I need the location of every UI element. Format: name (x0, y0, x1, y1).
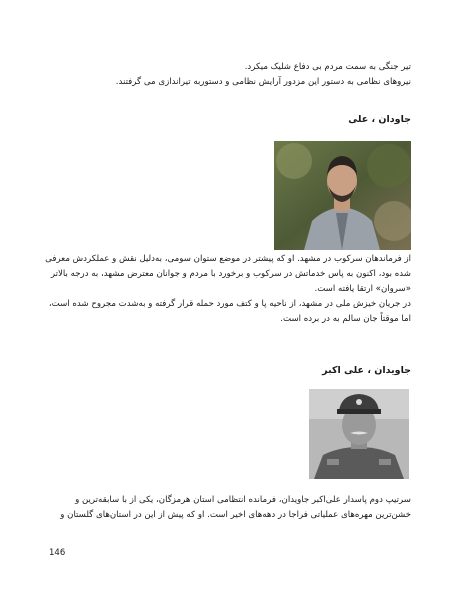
paragraph-line: سرتیپ دوم پاسدار علی‌اکبر جاویدان، فرمانده انتظامی استان هرمزگان، یکی از با سابقه‌ترین و (75, 495, 411, 505)
paragraph-line: شده بود، اکنون به پاس خدماتش در سرکوب و برخورد با مردم و جوانان معترض مشهد، به درجه بالاتر (50, 269, 411, 279)
section-heading-javidan-aliakbar: جاویدان ، علی اکبر (322, 365, 411, 376)
paragraph-line: در جریان خیزش ملی در مشهد، از ناحیه پا و کتف مورد حمله قرار گرفته و به‌شدت مجروح شده است، (48, 299, 411, 309)
page-number: 146 (49, 548, 66, 558)
top-paragraph (40, 60, 411, 90)
portrait-photo-javidan-aliakbar (309, 389, 409, 479)
portrait-police-officer-icon (309, 389, 409, 479)
paragraph-line: از فرماندهان سرکوب در مشهد. او که پیشتر در موضع ستوان سومی، به‌دلیل نقش و عملکردش معرفی (45, 254, 411, 264)
portrait-young-man-icon (274, 141, 411, 250)
portrait-photo-jaodan-ali (274, 141, 411, 250)
section1-paragraph (40, 252, 411, 327)
section-heading-jaodan-ali: جاودان ، علی (348, 114, 411, 125)
paragraph-line: خشن‌ترین مهره‌های عملیاتی فراجا در دهه‌های اخیر است. او که پیش از این در استان‌های گلستان و (60, 510, 411, 520)
paragraph-line: «سروان» ارتقا یافته است. (314, 284, 411, 294)
paragraph-line: نیروهای نظامی به دستور این مزدور آرایش نظامی و دستوربه تیراندازی می گرفتند. (115, 77, 411, 87)
paragraph-line: تیر جنگی به سمت مردم بی دفاع شلیک میکرد. (244, 62, 411, 72)
section2-paragraph (40, 493, 411, 523)
paragraph-line: اما موقتاً جان سالم به در برده است. (280, 314, 411, 324)
